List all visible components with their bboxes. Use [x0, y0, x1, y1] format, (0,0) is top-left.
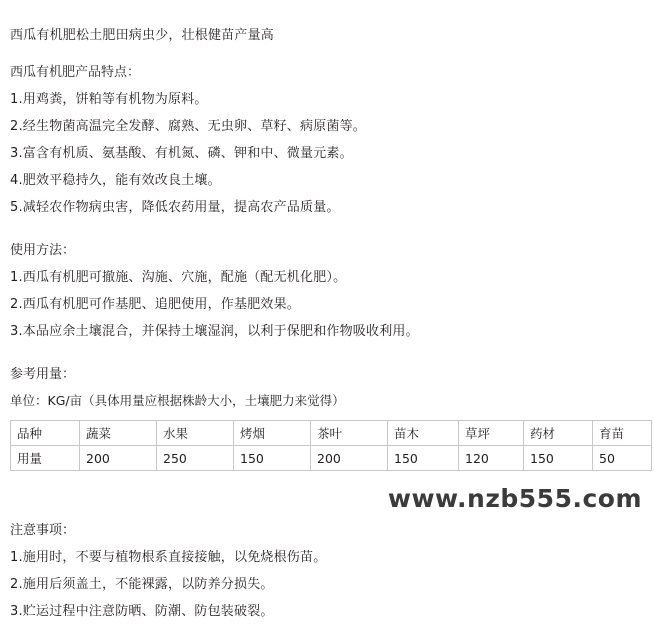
table-header-cell: 药材: [524, 421, 593, 446]
feature-item: 4.肥效平稳持久，能有效改良土壤。: [10, 173, 221, 188]
table-header-cell: 烤烟: [234, 421, 311, 446]
spacer: [10, 221, 642, 237]
notice-item: 2.施用后须盖土，不能裸露，以防养分损失。: [10, 577, 274, 592]
usage-item: 2.西瓜有机肥可作基肥、追肥使用，作基肥效果。: [10, 297, 301, 312]
spacer: [10, 49, 642, 59]
table-cell: 120: [459, 446, 524, 471]
table-header-cell: 水果: [157, 421, 234, 446]
feature-item: 3.富含有机质、氨基酸、有机氮、磷、钾和中、微量元素。: [10, 146, 353, 161]
dosage-table: [10, 420, 652, 471]
table-header-cell: 苗木: [388, 421, 459, 446]
feature-item: 1.用鸡粪，饼粕等有机物为原料。: [10, 92, 208, 107]
table-cell: 250: [157, 446, 234, 471]
table-cell: 150: [524, 446, 593, 471]
table-header-cell: 育苗: [593, 421, 652, 446]
watermark: www.nzb555.com: [387, 484, 642, 513]
table-cell: 150: [388, 446, 459, 471]
notice-title: 注意事项：: [10, 523, 76, 538]
table-cell: 200: [80, 446, 157, 471]
table-row: [11, 446, 652, 471]
headline: 西瓜有机肥松土肥田病虫少，壮根健苗产量高: [10, 28, 275, 43]
units-note: 单位：KG/亩（具体用量应根据株龄大小，土壤肥力来觉得）: [10, 393, 345, 408]
feature-item: 2.经生物菌高温完全发酵、腐熟、无虫卵、草籽、病原菌等。: [10, 119, 367, 134]
table-header-row: [11, 421, 652, 446]
notice-item: 1.施用时，不要与植物根系直接接触，以免烧根伤苗。: [10, 550, 327, 565]
spacer: [10, 345, 642, 361]
table-header-cell: 草坪: [459, 421, 524, 446]
usage-item: 1.西瓜有机肥可撤施、沟施、穴施，配施（配无机化肥）。: [10, 270, 347, 285]
features-title: 西瓜有机肥产品特点：: [10, 65, 141, 80]
table-header-cell: 蔬菜: [80, 421, 157, 446]
reference-title: 参考用量：: [10, 367, 76, 382]
feature-item: 5.减轻农作物病虫害，降低农药用量，提高农产品质量。: [10, 200, 340, 215]
table-cell: 200: [311, 446, 388, 471]
table-cell: 150: [234, 446, 311, 471]
table-cell: 50: [593, 446, 652, 471]
table-header-cell: 茶叶: [311, 421, 388, 446]
usage-item: 3.本品应余土壤混合，并保持土壤湿润，以利于保肥和作物吸收利用。: [10, 324, 419, 339]
table-cell: 用量: [11, 446, 80, 471]
table-header-cell: 品种: [11, 421, 80, 446]
notice-item: 3.贮运过程中注意防晒、防潮、防包装破裂。: [10, 604, 274, 619]
usage-title: 使用方法：: [10, 243, 76, 258]
